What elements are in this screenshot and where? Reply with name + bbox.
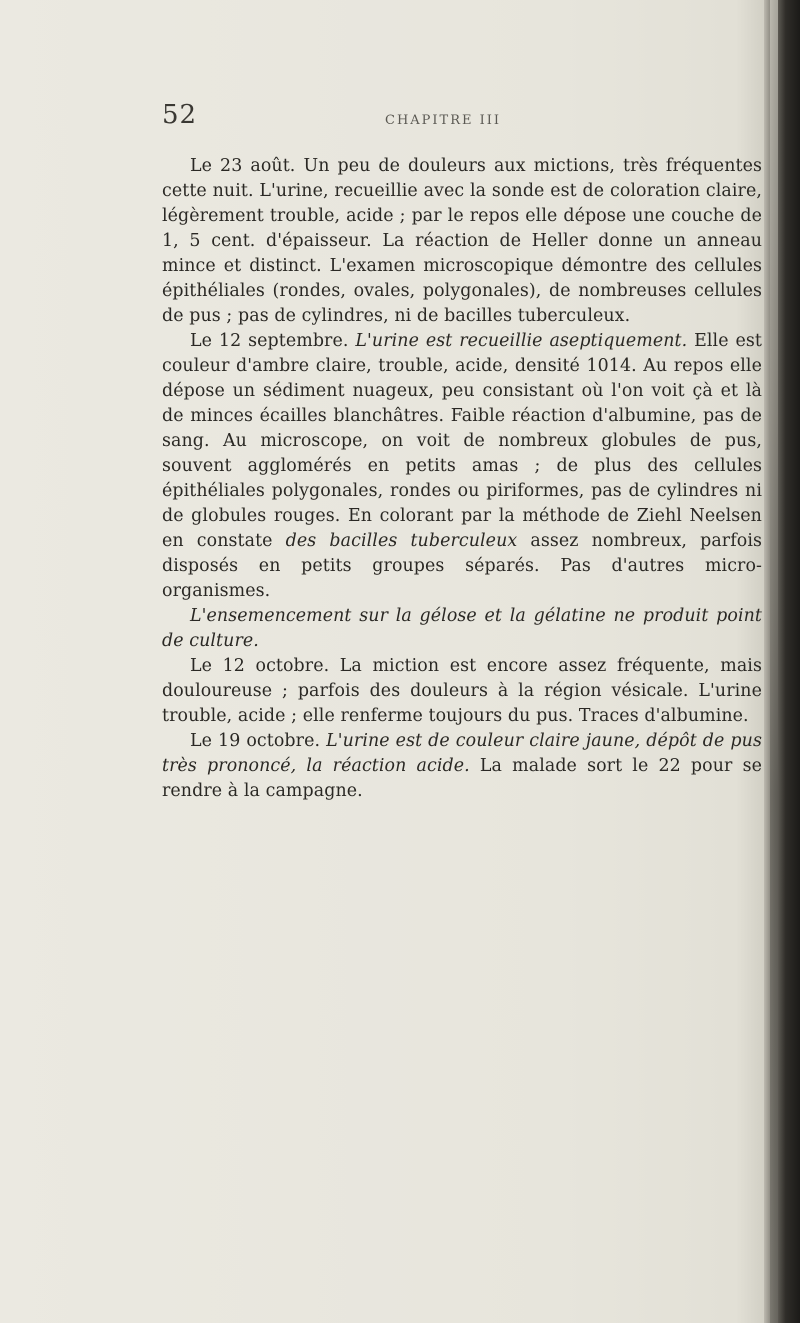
page-edge-highlight	[770, 0, 778, 1323]
paragraph-1	[162, 154, 762, 329]
paragraph-5-text: La malade sort le 22 pour se rendre à la campagne.	[162, 756, 762, 801]
paragraph-2-emphasis-2: des bacilles tuberculeux	[285, 531, 518, 551]
page-number: 52	[162, 100, 198, 130]
paragraph-2-emphasis-1: L'urine est recueillie aseptiquement.	[355, 331, 688, 351]
body-text	[162, 154, 762, 804]
paragraph-2	[162, 329, 762, 604]
running-head: CHAPITRE III	[385, 113, 502, 128]
paragraph-2-text-2: assez nombreux, parfois disposés en petits groupes séparés. Pas d'autres micro-organismes.	[162, 531, 762, 601]
paragraph-3	[162, 604, 762, 654]
paragraph-4-text: Le 12 octobre. La miction est encore assez fréquente, mais douloureuse ; parfois des douleurs à la région vésicale. L'urine trouble, acide ; elle renferme toujours du pus. Traces d'albumine.	[162, 656, 762, 726]
paragraph-5-date: Le 19 octobre.	[190, 731, 327, 751]
paragraph-1-text: Le 23 août. Un peu de douleurs aux mictions, très fréquentes cette nuit. L'urine, recueillie avec la sonde est de coloration claire, légèrement trouble, acide ; par le repos elle dépose une couche de 1, 5 cent. d'épaisseur. La réaction de Heller donne un anneau mince et distinct. L'examen microscopique démontre des cellules épithéliales (rondes, ovales, polygonales), de nombreuses cellules de pus ; pas de cylindres, ni de bacilles tuberculeux.	[162, 156, 762, 326]
page-header	[162, 100, 762, 140]
paragraph-3-emphasis: L'ensemencement sur la gélose et la gélatine ne produit point de culture.	[162, 606, 762, 651]
paragraph-2-text-1: Elle est couleur d'ambre claire, trouble, acide, densité 1014. Au repos elle dépose un sédiment nuageux, peu consistant où l'on voit çà et là de minces écailles blanchâtres. Faible réaction d'albumine, pas de sang. Au microscope, on voit de nombreux globules de pus, souvent agglomérés en petits amas ; de plus des cellules épithéliales polygonales, rondes ou piriformes, pas de cylindres ni de globules rouges. En colorant par la méthode de Ziehl Neelsen en constate	[162, 331, 762, 551]
paragraph-5-emphasis: L'urine est de couleur claire jaune, dépôt de pus très prononcé, la réaction acide.	[162, 731, 762, 776]
paragraph-5	[162, 729, 762, 804]
paragraph-2-date: Le 12 septembre.	[190, 331, 356, 351]
paragraph-4	[162, 654, 762, 729]
